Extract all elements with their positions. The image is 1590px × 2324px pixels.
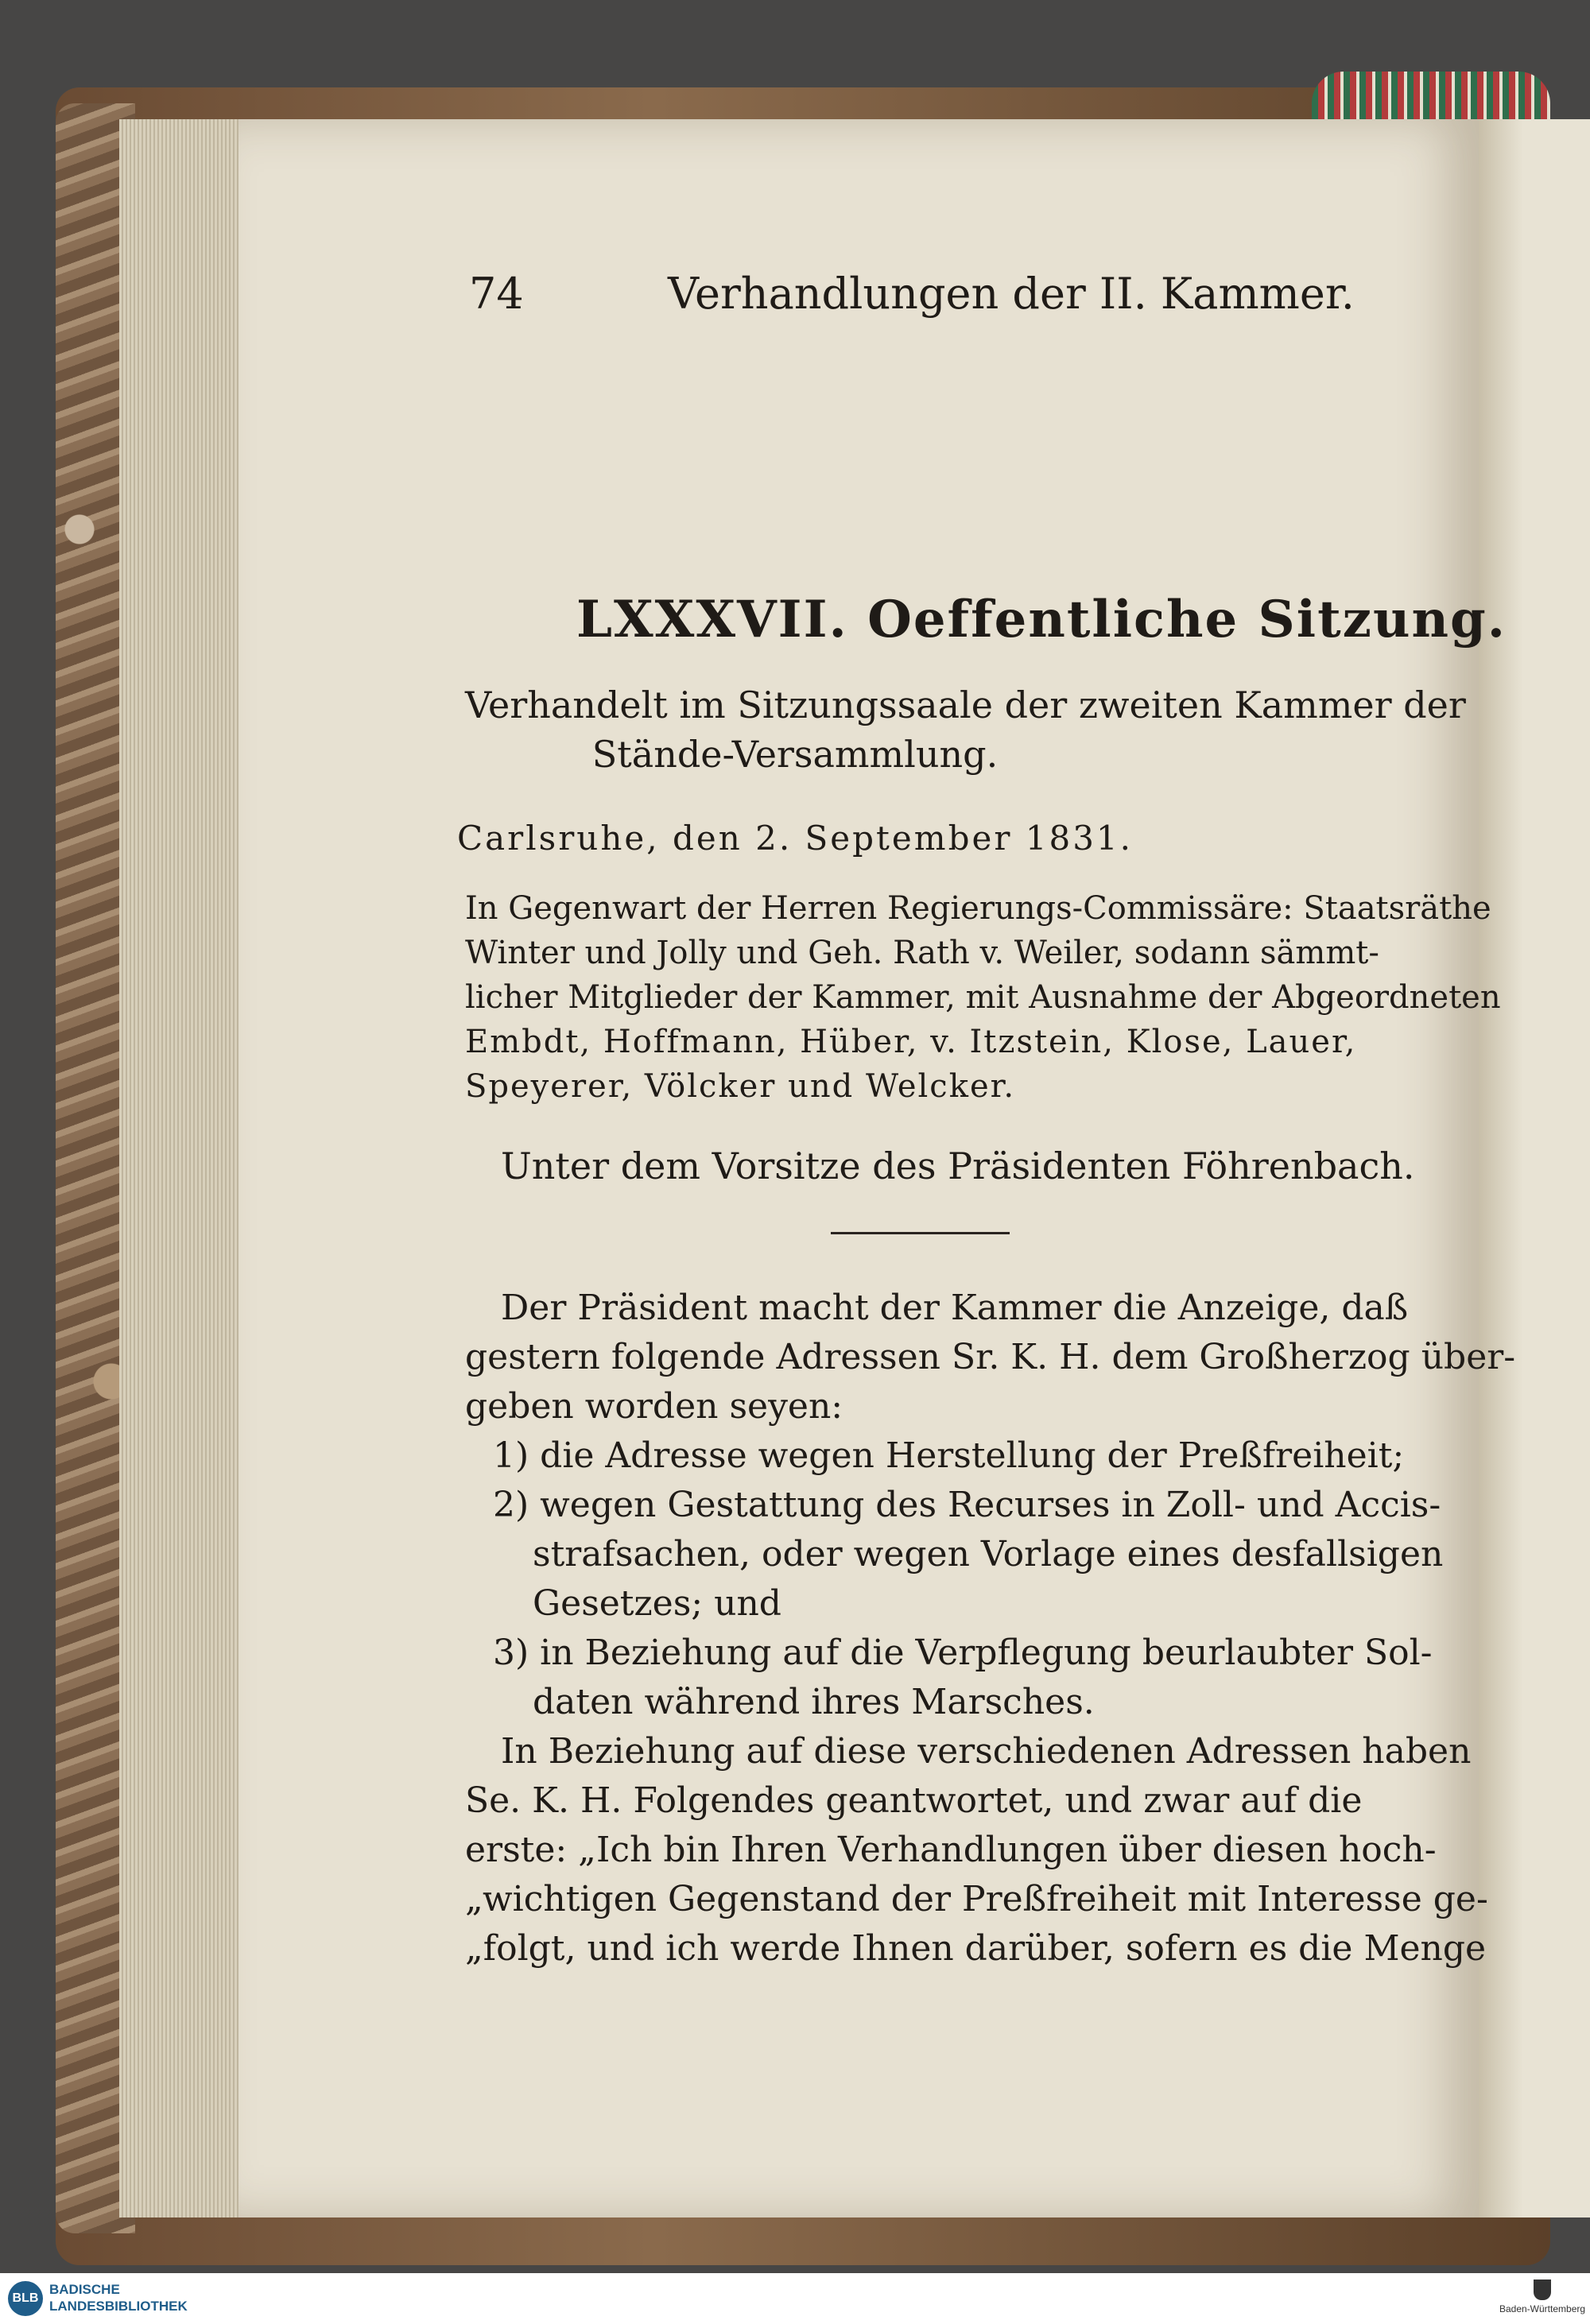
section-divider <box>831 1232 1010 1234</box>
library-name-line2: LANDESBIBLIOTHEK <box>49 2299 188 2314</box>
attendance-line: Winter und Jolly und Geh. Rath v. Weiler, sodann sämmt- <box>465 935 1379 971</box>
body-line: „folgt, und ich werde Ihnen darüber, sofern es die Menge <box>465 1928 1487 1969</box>
attendance-line: In Gegenwart der Herren Regierungs-Commissäre: Staatsräthe <box>465 890 1491 927</box>
attendance-line: licher Mitglieder der Kammer, mit Ausnahme der Abgeordneten <box>465 979 1501 1016</box>
partner-name: Baden-Württemberg <box>1499 2303 1586 2314</box>
body-line: In Beziehung auf diese verschiedenen Adressen haben <box>501 1731 1472 1772</box>
session-title: LXXXVII. Oeffentliche Sitzung. <box>576 590 1507 649</box>
body-line: Se. K. H. Folgendes geantwortet, und zwar auf die <box>465 1780 1363 1821</box>
library-logo-icon: BLB <box>8 2281 43 2316</box>
body-line: Der Präsident macht der Kammer die Anzeige, daß <box>501 1288 1409 1328</box>
body-line: geben worden seyen: <box>465 1386 843 1427</box>
body-line: 1) die Adresse wegen Herstellung der Preßfreiheit; <box>493 1435 1405 1476</box>
body-line: Gesetzes; und <box>533 1583 781 1624</box>
body-line: erste: „Ich bin Ihren Verhandlungen über diesen hoch- <box>465 1830 1437 1870</box>
body-line: strafsachen, oder wegen Vorlage eines desfallsigen <box>533 1534 1444 1575</box>
running-title: Verhandlungen der II. Kammer. <box>668 269 1355 319</box>
body-line: „wichtigen Gegenstand der Preßfreiheit mit Interesse ge- <box>465 1879 1488 1919</box>
place-date: Carlsruhe, den 2. September 1831. <box>456 819 1134 858</box>
body-line: 2) wegen Gestattung des Recurses in Zoll- und Accis- <box>493 1485 1441 1525</box>
library-name <box>49 2281 188 2314</box>
chair-line: Unter dem Vorsitze des Präsidenten Föhrenbach. <box>501 1145 1415 1187</box>
crest-icon <box>1534 2279 1551 2300</box>
library-name-line1: BADISCHE <box>49 2282 120 2297</box>
session-subtitle-line1: Verhandelt im Sitzungssaale der zweiten Kammer der <box>465 684 1466 726</box>
page-number: 74 <box>469 269 524 319</box>
partner-logo <box>1499 2279 1586 2318</box>
attendance-line: Speyerer, Völcker und Welcker. <box>465 1068 1016 1105</box>
body-line: 3) in Beziehung auf die Verpflegung beurlaubter Sol- <box>493 1633 1433 1673</box>
attendance-line: Embdt, Hoffmann, Hüber, v. Itzstein, Klose, Lauer, <box>465 1024 1357 1060</box>
facing-page-edge <box>1479 119 1590 2217</box>
body-line: daten während ihres Marsches. <box>533 1682 1095 1722</box>
session-subtitle-line2: Stände-Versammlung. <box>591 733 999 776</box>
body-line: gestern folgende Adressen Sr. K. H. dem Großherzog über- <box>465 1337 1516 1377</box>
footer-bar <box>0 2273 1590 2324</box>
